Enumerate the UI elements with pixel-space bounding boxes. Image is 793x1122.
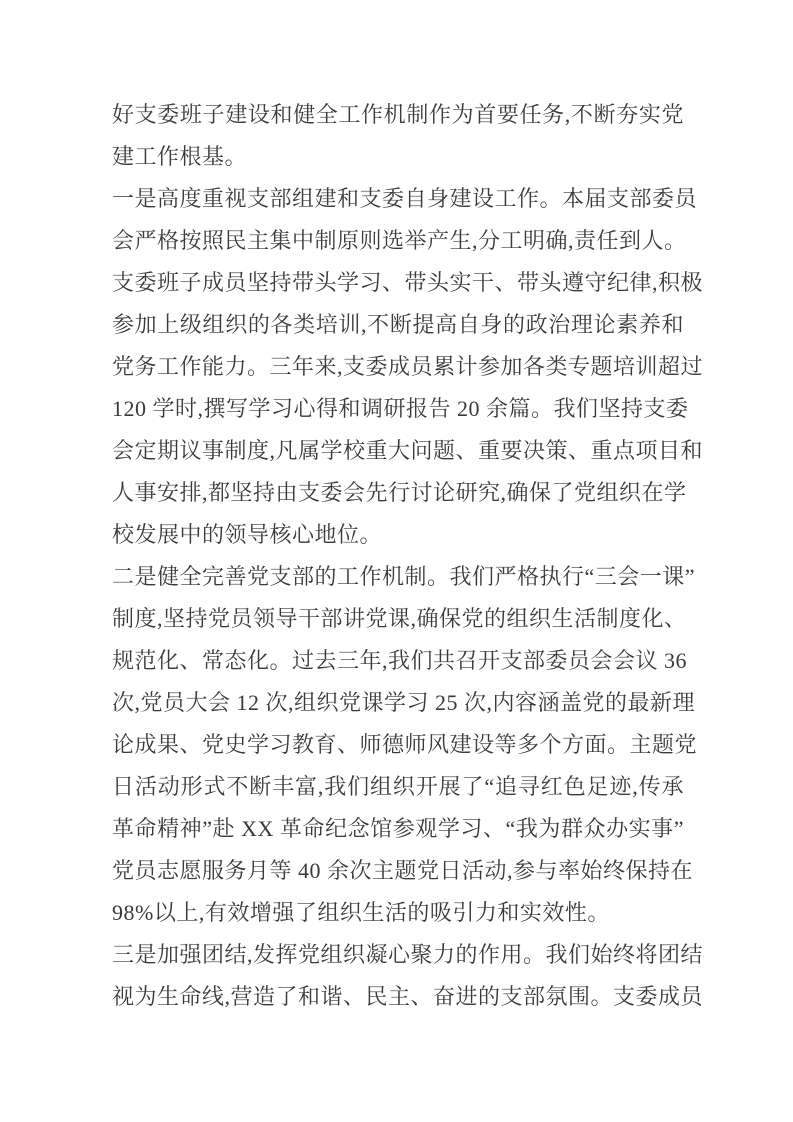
text-line: 制度,坚持党员领导干部讲党课,确保党的组织生活制度化、	[112, 606, 687, 631]
text-line: 论成果、党史学习教育、师德师风建设等多个方面。主题党	[112, 732, 698, 757]
text-line: 120 学时,撰写学习心得和调研报告 20 余篇。我们坚持支委	[112, 396, 689, 421]
text-line: 三是加强团结,发挥党组织凝心聚力的作用。我们始终将团结	[112, 942, 704, 967]
text-line: 党员志愿服务月等 40 余次主题党日活动,参与率始终保持在	[112, 858, 694, 883]
paragraph-intro	[112, 94, 684, 178]
text-line: 日活动形式不断丰富,我们组织开展了“追寻红色足迹,传承	[112, 774, 684, 799]
text-line: 98%以上,有效增强了组织生活的吸引力和实效性。	[112, 900, 610, 925]
page-content	[112, 94, 704, 1018]
text-line: 人事安排,都坚持由支委会先行讨论研究,确保了党组织在学	[112, 480, 687, 505]
text-line: 参加上级组织的各类培训,不断提高自身的政治理论素养和	[112, 312, 684, 337]
text-line: 校发展中的领导核心地位。	[112, 522, 383, 547]
text-line: 建工作根基。	[112, 144, 248, 169]
paragraph-point-one	[112, 178, 704, 556]
text-line: 一是高度重视支部组建和支委自身建设工作。本届支部委员	[112, 186, 698, 211]
text-line: 党务工作能力。三年来,支委成员累计参加各类专题培训超过	[112, 354, 704, 379]
text-line: 会严格按照民主集中制原则选举产生,分工明确,责任到人。	[112, 228, 687, 253]
text-line: 二是健全完善党支部的工作机制。我们严格执行“三会一课”	[112, 564, 696, 589]
text-line: 会定期议事制度,凡属学校重大问题、重要决策、重点项目和	[112, 438, 704, 463]
paragraph-point-three	[112, 934, 704, 1018]
paragraph-point-two	[112, 556, 698, 934]
text-line: 视为生命线,营造了和谐、民主、奋进的支部氛围。支委成员	[112, 984, 704, 1009]
text-line: 次,党员大会 12 次,组织党课学习 25 次,内容涵盖党的最新理	[112, 690, 696, 715]
text-line: 革命精神”赴 XX 革命纪念馆参观学习、“我为群众办实事”	[112, 816, 684, 841]
text-line: 支委班子成员坚持带头学习、带头实干、带头遵守纪律,积极	[112, 270, 704, 295]
text-line: 规范化、常态化。过去三年,我们共召开支部委员会会议 36	[112, 648, 688, 673]
text-line: 好支委班子建设和健全工作机制作为首要任务,不断夯实党	[112, 102, 684, 127]
